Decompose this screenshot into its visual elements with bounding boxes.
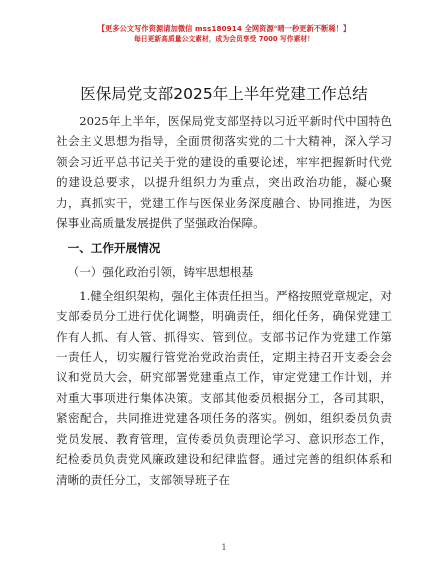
page-number: 1 [221,543,227,552]
promo-line-2: 每日更新高质量公文素材，成为会员享受 7000 写作素材！ [134,35,314,43]
document-body [56,111,392,490]
body-paragraph: 1.健全组织架构，强化主体责任担当。严格按照党章规定，对支部委员分工进行优化调整，明确责任，细化任务，确保党建工作有人抓、有人管、抓得实、管到位。支部书记作为党建工作第一责任人，切实履行管党治党政治责任，定期主持召开支委会会议和党员大会，研究部署党建重点工作，审定党建工作计划，并对重大事项进行集体决策。支部其他委员根据分工，各司其职，紧密配合，共同推进党建各项任务的落实。例如，组织委员负责党员发展、教育管理，宣传委员负责理论学习、意识形态工作，纪检委员负责党风廉政建设和纪律监督。通过完善的组织体系和清晰的责任分工，支部领导班子在 [56,288,392,487]
promo-line-1: 【更多公文写作资源请加微信 mss180914 全网资源°晴一秒更新不断稀！】 [97,24,351,33]
subsection-heading: （一）强化政治引领，铸牢思想根基 [67,265,254,280]
section-heading: 一、工作开展情况 [67,241,161,256]
intro-paragraph: 2025年上半年，医保局党支部坚持以习近平新时代中国特色社会主义思想为指导，全面贯彻落实党的二十大精神，深入学习领会习近平总书记关于党的建设的重要论述，牢牢把握新时代党的建设总要求，以提升组织力为重点，突出政治功能，凝心聚力，真抓实干，党建工作与医保业务深度融合、协同推进，为医保事业高质量发展提供了坚强政治保障。 [56,114,392,231]
document-title: 医保局党支部2025年上半年党建工作总结 [80,85,368,103]
promo-banner [0,24,448,44]
